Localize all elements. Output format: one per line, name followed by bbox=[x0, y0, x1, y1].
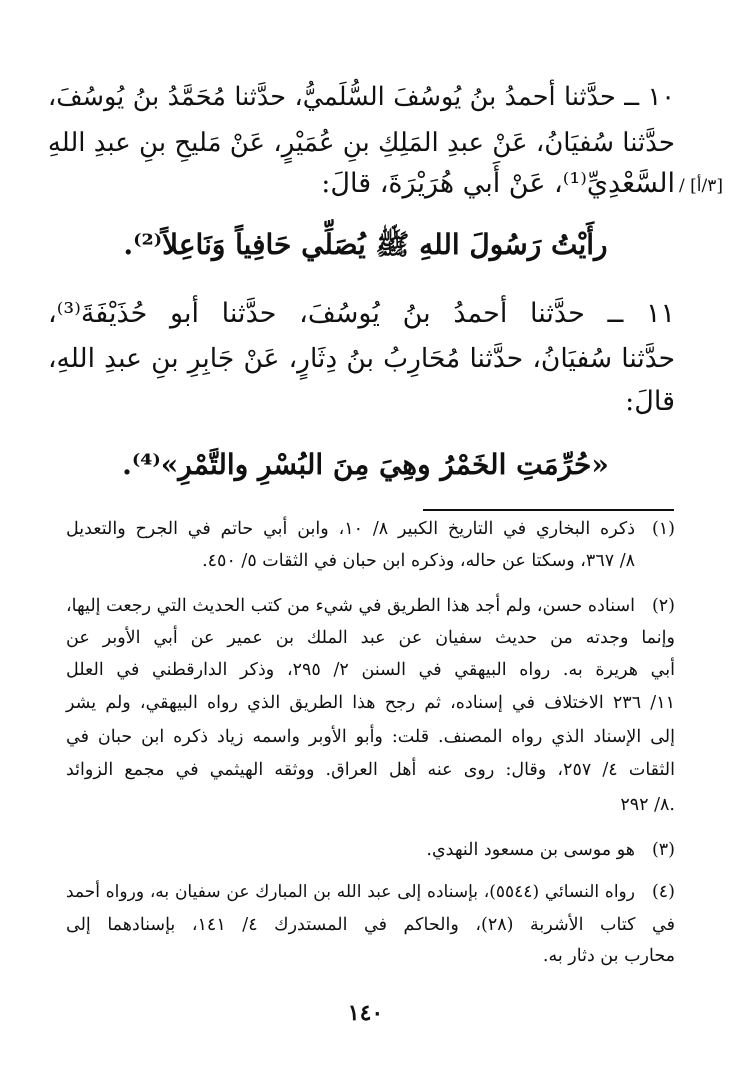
footnote-3-line-1: هو موسى بن مسعود النهدي. bbox=[426, 840, 635, 860]
footnote-2-line-1: اسناده حسن، ولم أجد هذا الطريق في شيء من كتب الحديث التي رجعت إليها، bbox=[66, 596, 635, 616]
hadith-10-line-3: السَّعْدِيِّ⁽¹⁾، عَنْ أَبي هُرَيْرَةَ، قالَ: bbox=[321, 168, 675, 199]
hadith-11-line-2: حدَّثنا سُفيَانُ، حدَّثنا مُحَارِبُ بنُ دِثَارٍ، عَنْ جَابِرِ بنِ عبدِ اللهِ، bbox=[48, 343, 675, 374]
hadith-10-line-2: حدَّثنا سُفيَانُ، عَنْ عبدِ المَلِكِ بنِ عُمَيْرٍ، عَنْ مَليحِ بنِ عبدِ اللهِ bbox=[47, 128, 675, 158]
hadith-10-text: رأَيْتُ رَسُولَ اللهِ ﷺ يُصَلِّي حَافِياً وَنَاعِلاً⁽²⁾. bbox=[123, 228, 608, 261]
footnote-4-line-2: في كتاب الأشربة (٢٨)، والحاكم في المستدرك ٤/ ١٤١، بإسنادهما إلى bbox=[66, 915, 675, 935]
footnote-3-number: (٣) bbox=[651, 840, 675, 860]
manuscript-page-reference: [٣/أ] / bbox=[679, 176, 723, 196]
footnote-2-line-5: إلى الإسناد الذي رواه المصنف. قلت: وأبو الأوبر واسمه زياد ذكره ابن حبان في bbox=[66, 727, 675, 747]
footnote-4-line-1: رواه النسائي (٥٥٤٤)، بإسناده إلى عبد الله بن المبارك عن سفيان به، ورواه أحمد bbox=[66, 882, 635, 902]
footnote-1-number: (١) bbox=[651, 519, 675, 539]
footnote-2-number: (٢) bbox=[651, 596, 675, 616]
page-number: ١٤٠ bbox=[347, 1000, 384, 1026]
hadith-11-line-3: قالَ: bbox=[625, 386, 675, 417]
footnote-1-line-2: ٨/ ٣٦٧، وسكتا عن حاله، وذكره ابن حبان في الثقات ٥/ ٤٥٠. bbox=[202, 551, 635, 571]
footnote-1-line-1: ذكره البخاري في التاريخ الكبير ٨/ ١٠، وابن أبي حاتم في الجرح والتعديل bbox=[66, 519, 635, 539]
hadith-11-line-1: ١١ ــ حدَّثنا أحمدُ بنُ يُوسُفَ، حدَّثنا أبو حُذَيْفَةَ⁽³⁾، bbox=[48, 298, 675, 329]
footnote-2-line-4: ١١/ ٢٣٦ الاختلاف في إسناده، ثم رجح هذا الطريق الذي رواه البيهقي، ولم يشر bbox=[66, 693, 675, 713]
footnote-separator bbox=[423, 509, 674, 511]
footnote-2-line-3: أبي هريرة به. رواه البيهقي في السنن ٢/ ٢٩٥، وذكر الدارقطني في العلل bbox=[66, 660, 676, 680]
hadith-10-line-1: ١٠ ــ حدَّثنا أحمدُ بنُ يُوسُفَ السُّلَميُّ، حدَّثنا مُحَمَّدُ بنُ يُوسُفَ، bbox=[48, 82, 675, 112]
footnote-4-line-3: محارب بن دثار به. bbox=[542, 946, 675, 966]
footnote-2-line-6: الثقات ٤/ ٢٥٧، وقال: روى عنه أهل العراق. ووثقه الهيثمي في مجمع الزوائد bbox=[66, 760, 675, 780]
footnote-2-line-2: وإنما وجدته من حديث سفيان عن عبد الملك بن عمير عن أبي الأوبر عن bbox=[66, 628, 675, 648]
footnote-4-number: (٤) bbox=[651, 882, 675, 902]
footnote-2-line-7: ٨/ ٢٩٢. bbox=[620, 795, 675, 815]
hadith-11-text: «حُرِّمَتِ الخَمْرُ وهِيَ مِنَ البُسْرِ والتَّمْرِ»⁽⁴⁾. bbox=[122, 448, 609, 481]
